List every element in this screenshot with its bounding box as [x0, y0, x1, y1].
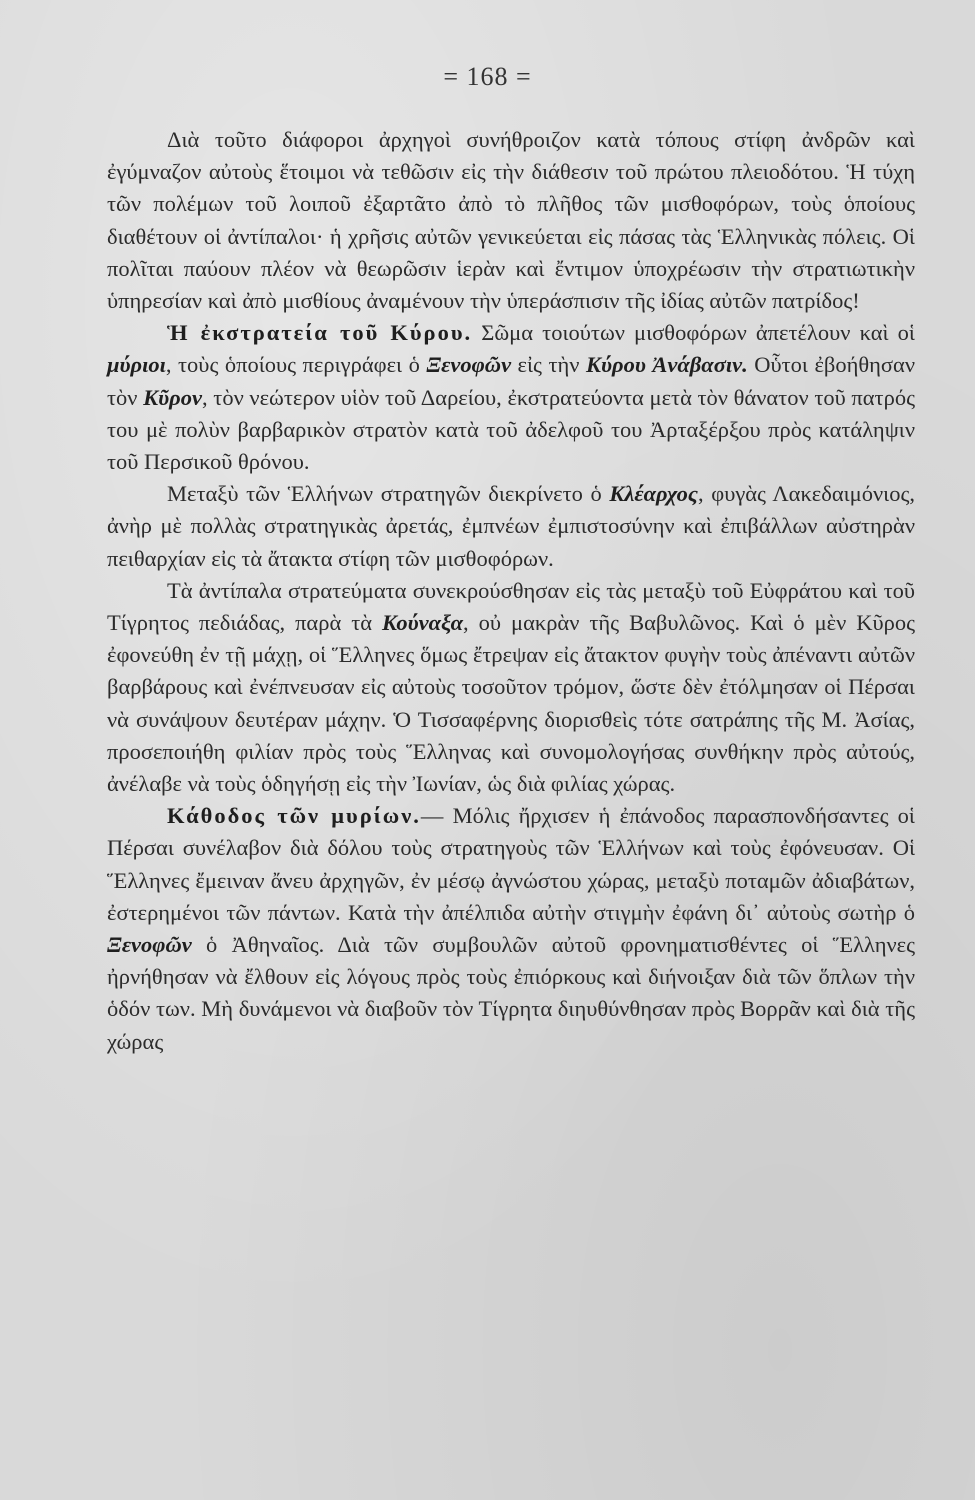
emphasis-name: Κλέαρχος [609, 481, 698, 507]
page-number: = 168 = [443, 62, 532, 91]
text-run: Σῶμα τοιούτων μισθοφόρων ἀπετέλουν καὶ οἱ [472, 320, 915, 346]
text-run: , οὐ μακρὰν τῆς Βαβυλῶνος. Καὶ ὁ μὲν Κῦρος ἐφονεύθη ἐν τῇ μάχῃ, οἱ Ἕλληνες ὅμως ἔτρεψαν εἰς ἄτακτον φυγὴν τοὺς ἀπέναντι αὐτῶν βαρβάρους καὶ ἐνέπνευσαν εἰς αὐτοὺς τοσοῦτον τρόμον, ὥστε δὲν ἐτόλμησαν οἱ Πέρσαι νὰ συνάψουν δευτέραν μάχην. Ὁ Τισσαφέρνης διορισθεὶς τότε σατράπης τῆς Μ. Ἀσίας, προσεποιήθη φιλίαν πρὸς τοὺς Ἕλληνας καὶ συνομολογήσας συνθήκην πρὸς αὐτούς, ἀνέλαβε νὰ τοὺς ὁδηγήσῃ εἰς τὴν Ἰωνίαν, ὡς διὰ φιλίας χώρας. [107, 610, 916, 797]
section-heading-descent-of-ten-thousand: Κάθοδος τῶν μυρίων. [167, 803, 421, 829]
paragraph-descent-of-ten-thousand [107, 800, 915, 1058]
text-run: , τὸν νεώτερον υἱὸν τοῦ Δαρείου, ἐκστρατεύοντα μετὰ τὸν θάνατον τοῦ πατρός του μὲ πολὺν βαρβαρικὸν στρατὸν κατὰ τοῦ ἀδελφοῦ του Ἀρταξέρξου πρὸς κατάληψιν τοῦ Περσικοῦ θρόνου. [107, 384, 915, 475]
text-run: Μεταξὺ τῶν Ἑλλήνων στρατηγῶν διεκρίνετο ὁ [167, 481, 610, 507]
emphasis-book-title: Κύρου Ἀνάβασιν. [585, 352, 748, 378]
text-run: Οὗτοι ἐβοήθησαν τὸν [107, 352, 916, 410]
paragraph-clearchus [107, 478, 915, 575]
paragraph-cunaxa [107, 575, 915, 800]
text-run: ὁ Ἀθηναῖος. Διὰ τῶν συμβουλῶν αὐτοῦ φρονηματισθέντες οἱ Ἕλληνες ἠρνήθησαν νὰ ἔλθουν εἰς λόγους πρὸς τοὺς ἐπιόρκους καὶ διήνοιξαν διὰ τῶν ὅπλων τὴν ὁδόν των. Μὴ δυνάμενοι νὰ διαβοῦν τὸν Τίγρητα διηυθύνθησαν πρὸς Βορρᾶν καὶ διὰ τῆς χώρας [107, 932, 915, 1054]
text-run: , τοὺς ὁποίους περιγράφει ὁ [165, 352, 427, 378]
text-run: , φυγὰς Λακεδαιμόνιος, ἀνὴρ μὲ πολλὰς στρατηγικὰς ἀρετάς, ἐμπνέων ἐμπιστοσύνην καὶ ἐπιβάλλων αὐστηρὰν πειθαρχίαν εἰς τὰ ἄτακτα στίφη τῶν μισθοφόρων. [107, 481, 915, 571]
paragraph-expedition-of-cyrus [107, 317, 915, 478]
emphasis-term: μύριοι [107, 352, 166, 378]
text-run: Τὰ ἀντίπαλα στρατεύματα συνεκρούσθησαν εἰς τὰς μεταξὺ τοῦ Εὐφράτου καὶ τοῦ Τίγρητος πεδιάδας, παρὰ τὰ [107, 577, 915, 636]
text-run: Διὰ τοῦτο διάφοροι ἀρχηγοὶ συνήθροιζον κατὰ τόπους στίφη ἀνδρῶν καὶ ἐγύμναζον αὐτοὺς ἕτοιμοι νὰ τεθῶσιν εἰς τὴν διάθεσιν τοῦ πρώτου πλειοδότου. Ἡ τύχη τῶν πολέμων τοῦ λοιποῦ ἐξαρτᾶτο ἀπὸ τὸ πλῆθος τῶν μισθοφόρων, τοὺς ὁποίους διαθέτουν οἱ ἀντίπαλοι· ἡ χρῆσις αὐτῶν γενικεύεται εἰς πάσας τὰς Ἑλληνικὰς πόλεις. Οἱ πολῖται παύουν πλέον νὰ θεωρῶσιν ἱερὰν καὶ ἔντιμον ὑποχρέωσιν τὴν στρατιωτικὴν ὑπηρεσίαν καὶ ἀπὸ μισθίους ἀναμένουν τὴν ὑπεράσπισιν τῆς ἰδίας αὐτῶν πατρίδος! [107, 127, 915, 314]
emphasis-name: Κῦρον [143, 384, 202, 410]
emphasis-place: Κούναξα [382, 610, 464, 636]
text-run: εἰς τὴν [511, 352, 586, 378]
page-body-text [107, 124, 915, 1058]
paragraph-mercenaries [107, 124, 915, 317]
emphasis-name: Ξενοφῶν [426, 352, 512, 378]
text-run: — Μόλις ἤρχισεν ἡ ἐπάνοδος παρασπονδήσαντες οἱ Πέρσαι συνέλαβον διὰ δόλου τοὺς στρατηγοὺς τῶν Ἑλλήνων καὶ τοὺς ἐφόνευσαν. Οἱ Ἕλληνες ἔμειναν ἄνευ ἀρχηγῶν, ἐν μέσῳ ἀγνώστου χώρας, μεταξὺ ποταμῶν ἀδιαβάτων, ἐστερημένοι τῶν πάντων. Κατὰ τὴν ἀπέλπιδα αὐτὴν στιγμὴν ἐφάνη δι᾽ αὐτοὺς σωτὴρ ὁ [107, 803, 915, 925]
section-heading-expedition-of-cyrus: Ἡ ἐκστρατεία τοῦ Κύρου. [167, 320, 473, 346]
emphasis-name: Ξενοφῶν [107, 932, 192, 958]
